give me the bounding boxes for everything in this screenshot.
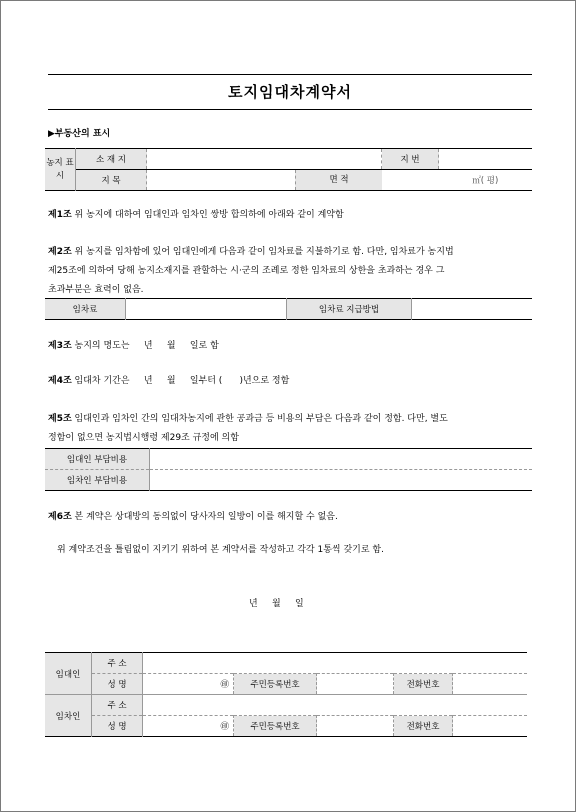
lessor-phone-value[interactable] (453, 674, 528, 695)
article-3 (48, 340, 219, 352)
article-6-text: 본 계약은 상대방의 동의없이 당사자의 일방이 이를 해지할 수 없음. (71, 512, 338, 522)
rent-table (45, 298, 532, 320)
location-label: 소 재 지 (76, 149, 147, 170)
article-2-line1: 위 농지를 임차함에 있어 임대인에게 다음과 같이 임차료를 지불하기로 함. 다만, 임차료가 농지법 (71, 247, 454, 257)
lessee-label: 임차인 (45, 695, 92, 737)
lessor-resident-value[interactable] (317, 674, 394, 695)
article-4-text: 임대차 기간은 년 월 일부터 ( )년으로 정함 (71, 376, 290, 386)
lessee-address-label: 주 소 (92, 695, 143, 716)
payment-method-label: 임차료 지급방법 (287, 299, 412, 320)
lessee-seal: ㊞ (143, 716, 234, 737)
article-5-num: 제5조 (48, 414, 72, 424)
land-row-header (45, 149, 76, 191)
lessee-name-label: 성 명 (92, 716, 143, 737)
lessor-name-label: 성 명 (92, 674, 143, 695)
lessor-resident-label: 주민등록번호 (234, 674, 317, 695)
article-1 (48, 209, 344, 221)
article-2-line3: 초과부분은 효력이 없음. (48, 285, 144, 295)
rent-label: 임차료 (45, 299, 126, 320)
lot-label: 지 번 (382, 149, 439, 170)
rent-value[interactable] (126, 299, 287, 320)
land-row-header-text: 농지 표시 (46, 157, 74, 181)
closing-statement: 위 계약조건을 틀림없이 지키기 위하여 본 계약서를 작성하고 각각 1통씩 갖기로 함. (57, 545, 384, 555)
date-line: 년 월 일 (249, 599, 304, 609)
article-4-num: 제4조 (48, 376, 72, 386)
lessor-cost-value[interactable] (150, 449, 533, 470)
area-value[interactable] (382, 170, 439, 191)
article-4 (48, 375, 289, 387)
lessee-cost-label: 임차인 부담비용 (45, 470, 150, 491)
area-unit: ㎡( 평) (472, 176, 499, 186)
lessee-resident-label: 주민등록번호 (234, 716, 317, 737)
lessee-cost-value[interactable] (150, 470, 533, 491)
lessor-cost-label: 임대인 부담비용 (45, 449, 150, 470)
article-5-line1: 임대인과 임차인 간의 임대차농지에 관한 공과금 등 비용의 부담은 다음과 같이 정함. 다만, 별도 (71, 414, 448, 424)
area-label: 면 적 (295, 170, 382, 190)
document-title: 토지임대차계약서 (48, 74, 532, 110)
article-2-line2: 제25조에 의하여 당해 농지소재지를 관할하는 시·군의 조례로 정한 임차료의 상한을 초과하는 경우 그 (48, 266, 445, 276)
article-2-num: 제2조 (48, 247, 72, 257)
article-3-text: 농지의 명도는 년 월 일로 함 (71, 341, 219, 351)
article-1-num: 제1조 (48, 210, 72, 220)
lessee-phone-label: 전화번호 (394, 716, 453, 737)
location-value[interactable] (147, 149, 382, 170)
lessor-address-label: 주 소 (92, 653, 143, 674)
article-6 (48, 511, 338, 523)
lot-value[interactable] (439, 149, 533, 170)
parties-table (45, 652, 527, 737)
lessor-label: 임대인 (45, 653, 92, 695)
payment-method-value[interactable] (412, 299, 533, 320)
lessee-address-value[interactable] (143, 695, 528, 716)
article-3-num: 제3조 (48, 341, 72, 351)
lessor-address-value[interactable] (143, 653, 528, 674)
lessee-phone-value[interactable] (453, 716, 528, 737)
article-5 (48, 410, 534, 448)
article-1-text: 위 농지에 대하여 임대인과 임차인 쌍방 합의하에 아래와 같이 계약함 (71, 210, 344, 220)
section-heading-property: ▶부동산의 표시 (48, 129, 111, 139)
category-value[interactable] (147, 170, 382, 191)
lessor-phone-label: 전화번호 (394, 674, 453, 695)
article-2 (48, 243, 534, 300)
land-table (45, 148, 532, 191)
category-label: 지 목 (76, 170, 147, 191)
lessor-seal: ㊞ (143, 674, 234, 695)
lessee-resident-value[interactable] (317, 716, 394, 737)
article-6-num: 제6조 (48, 512, 72, 522)
article-5-line2: 정함이 없으면 농지법시행령 제29조 규정에 의함 (48, 433, 239, 443)
cost-table (45, 448, 532, 491)
